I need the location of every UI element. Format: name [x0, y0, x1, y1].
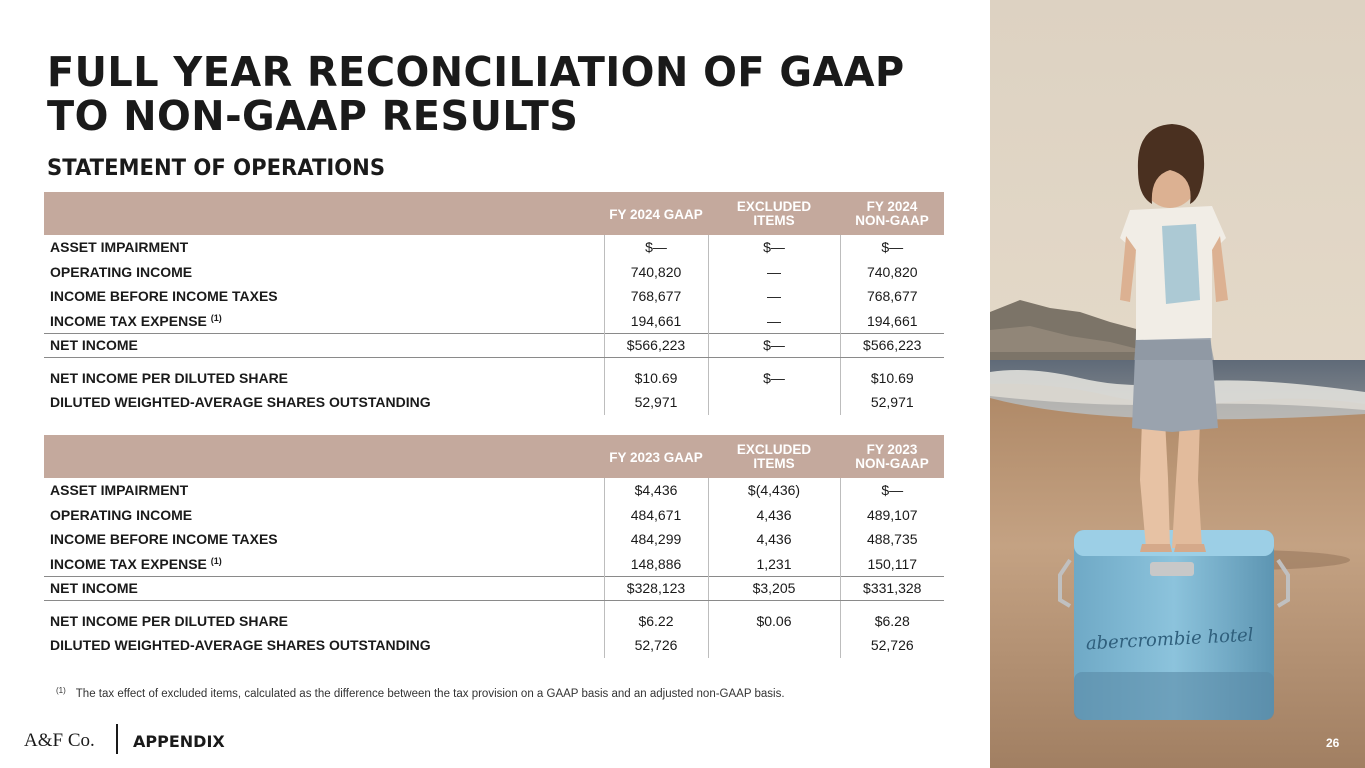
- nongaap-value: $—: [840, 478, 944, 503]
- gaap-value: $328,123: [604, 576, 708, 601]
- child-legs: [1140, 420, 1170, 548]
- header-fy2023-gaap: FY 2023 GAAP: [604, 435, 708, 478]
- table-row: [44, 235, 944, 260]
- net-income-row: [44, 333, 944, 358]
- excluded-value: $3,205: [708, 576, 840, 601]
- excluded-value: $—: [708, 235, 840, 260]
- table-header-row: [44, 192, 944, 235]
- gaap-value: 740,820: [604, 260, 708, 285]
- table-row: [44, 527, 944, 552]
- gaap-value: 52,971: [604, 390, 708, 415]
- excluded-value: $(4,436): [708, 478, 840, 503]
- beach-photo: [990, 0, 1365, 768]
- table-row: [44, 260, 944, 285]
- table-row: [44, 503, 944, 528]
- gaap-value: $—: [604, 235, 708, 260]
- row-label: DILUTED WEIGHTED-AVERAGE SHARES OUTSTANDING: [50, 637, 431, 654]
- table-row: [44, 390, 944, 415]
- row-label: INCOME TAX EXPENSE $^{(1)}$: [50, 555, 222, 572]
- nongaap-value: 150,117: [840, 552, 944, 577]
- nongaap-value: 768,677: [840, 284, 944, 309]
- nongaap-value: $331,328: [840, 576, 944, 601]
- header-fy2023-nongaap: FY 2023 NON-GAAP: [840, 435, 944, 478]
- page-title: FULL YEAR RECONCILIATION OF GAAP TO NON-GAAP RESULTS: [47, 48, 905, 140]
- row-label: OPERATING INCOME: [50, 506, 193, 523]
- row-label: INCOME BEFORE INCOME TAXES: [50, 531, 278, 548]
- excluded-value: —: [708, 260, 840, 285]
- cooler-lettering: abercrombie hotel: [1085, 624, 1255, 655]
- footer-divider: [116, 724, 118, 754]
- excluded-value: $—: [708, 366, 840, 391]
- table-row: [44, 284, 944, 309]
- nongaap-value: 52,726: [840, 633, 944, 658]
- nongaap-value: 740,820: [840, 260, 944, 285]
- table-row: [44, 552, 944, 577]
- footnote: [56, 686, 785, 700]
- footnote-reference: (1): [210, 555, 222, 566]
- row-label: OPERATING INCOME: [50, 263, 193, 280]
- page-number: 26: [1326, 736, 1340, 750]
- gaap-value: 52,726: [604, 633, 708, 658]
- nongaap-value: $—: [840, 235, 944, 260]
- fy2024-reconciliation-table: [44, 192, 944, 415]
- row-label: DILUTED WEIGHTED-AVERAGE SHARES OUTSTANDING: [50, 394, 431, 411]
- gaap-value: 768,677: [604, 284, 708, 309]
- gaap-value: $6.22: [604, 609, 708, 634]
- excluded-value: $0.06: [708, 609, 840, 634]
- header-excluded-items: EXCLUDED ITEMS: [708, 192, 840, 235]
- nongaap-value: 488,735: [840, 527, 944, 552]
- nongaap-value: 52,971: [840, 390, 944, 415]
- footnote-text: The tax effect of excluded items, calculated as the difference between the tax provision on a GAAP basis and an adjusted non-GAAP basis.: [75, 688, 785, 700]
- table-row: [44, 366, 944, 391]
- header-fy2024-nongaap: FY 2024 NON-GAAP: [840, 192, 944, 235]
- net-income-row: [44, 576, 944, 601]
- nongaap-value: $6.28: [840, 609, 944, 634]
- spacer-row: [44, 358, 944, 366]
- fy2023-reconciliation-table: [44, 435, 944, 658]
- nongaap-value: $10.69: [840, 366, 944, 391]
- excluded-value: $—: [708, 333, 840, 358]
- row-label: NET INCOME PER DILUTED SHARE: [50, 612, 289, 629]
- footnote-marker: (1): [56, 686, 66, 695]
- row-label: ASSET IMPAIRMENT: [50, 239, 189, 256]
- gaap-value: 194,661: [604, 309, 708, 334]
- excluded-value: 4,436: [708, 527, 840, 552]
- row-label: ASSET IMPAIRMENT: [50, 482, 189, 499]
- row-label: INCOME TAX EXPENSE $^{(1)}$: [50, 312, 222, 329]
- excluded-value: [708, 633, 840, 658]
- table-row: [44, 478, 944, 503]
- header-label-cell: [44, 192, 604, 235]
- row-label: NET INCOME: [44, 333, 604, 358]
- row-label: NET INCOME: [44, 576, 604, 601]
- gaap-value: $10.69: [604, 366, 708, 391]
- excluded-value: [708, 390, 840, 415]
- header-excluded-items: EXCLUDED ITEMS: [708, 435, 840, 478]
- footnote-reference: (1): [210, 312, 222, 323]
- spacer-row: [44, 601, 944, 609]
- gaap-value: $566,223: [604, 333, 708, 358]
- footer-section-label: APPENDIX: [133, 732, 225, 751]
- header-label-cell: [44, 435, 604, 478]
- row-label: INCOME BEFORE INCOME TAXES: [50, 288, 278, 305]
- nongaap-value: $566,223: [840, 333, 944, 358]
- gaap-value: $4,436: [604, 478, 708, 503]
- excluded-value: —: [708, 309, 840, 334]
- excluded-value: 1,231: [708, 552, 840, 577]
- gaap-value: 484,299: [604, 527, 708, 552]
- nongaap-value: 194,661: [840, 309, 944, 334]
- nongaap-value: 489,107: [840, 503, 944, 528]
- company-logo: A&F Co.: [24, 730, 95, 751]
- table-row: [44, 609, 944, 634]
- excluded-value: 4,436: [708, 503, 840, 528]
- gaap-value: 148,886: [604, 552, 708, 577]
- table-row: [44, 309, 944, 334]
- excluded-value: —: [708, 284, 840, 309]
- table-row: [44, 633, 944, 658]
- table-header-row: [44, 435, 944, 478]
- header-fy2024-gaap: FY 2024 GAAP: [604, 192, 708, 235]
- gaap-value: 484,671: [604, 503, 708, 528]
- section-subtitle: STATEMENT OF OPERATIONS: [47, 156, 386, 181]
- row-label: NET INCOME PER DILUTED SHARE: [50, 369, 289, 386]
